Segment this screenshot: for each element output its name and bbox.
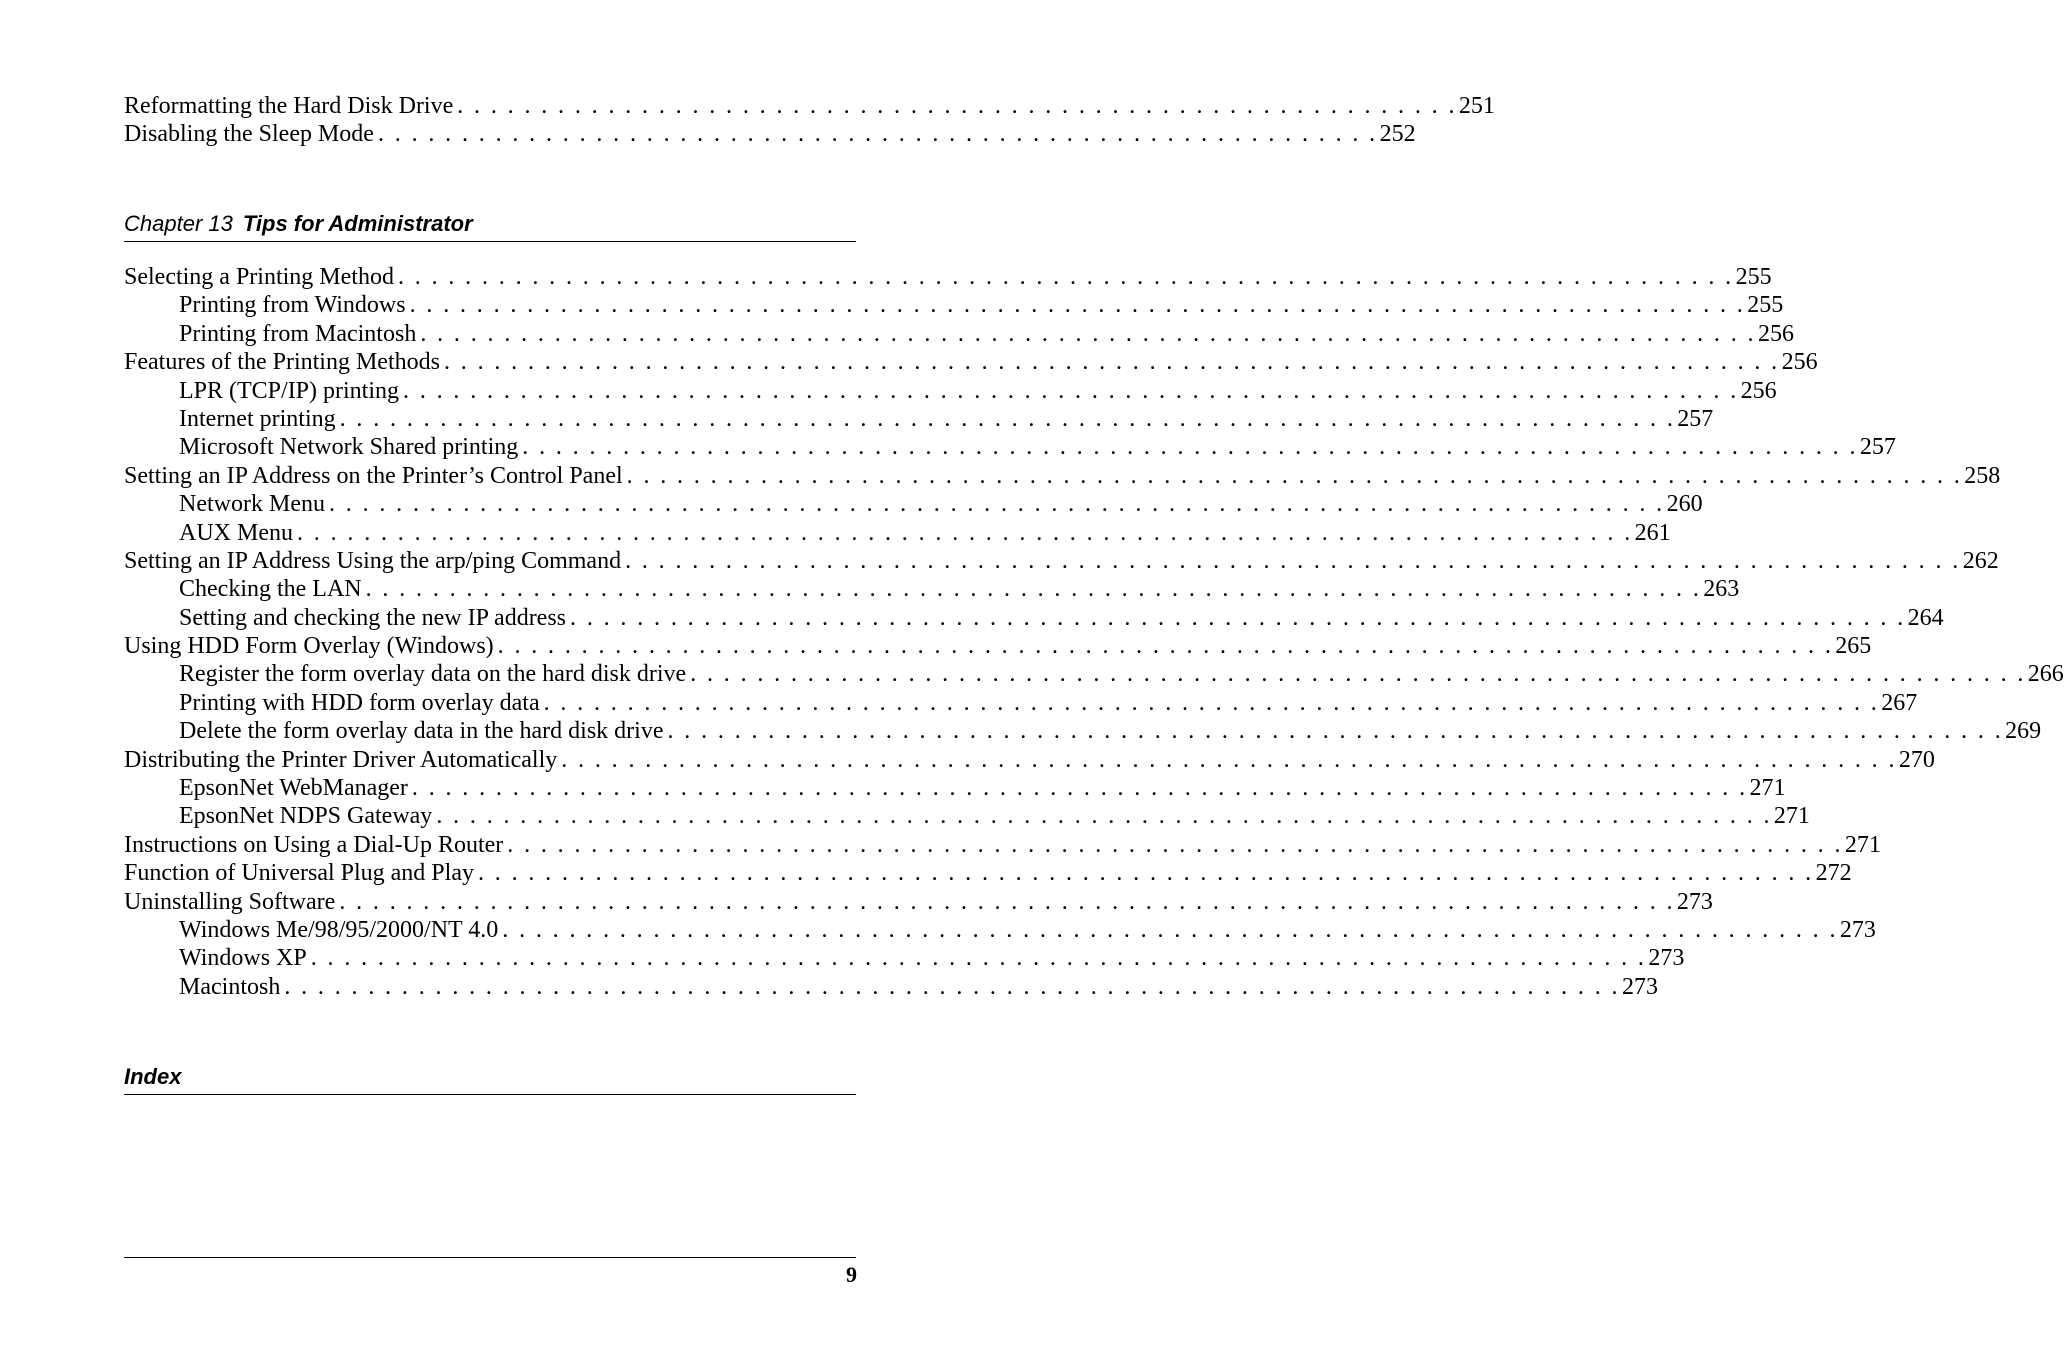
toc-subentry[interactable]	[124, 490, 1703, 518]
dot-leader: . . . . . . . . . . . . . . . . . . . . . . . . . . . . . . . . . . . . . . . . . . . . . . . . . . . . . . . . . . . . . . . . . . . . . . . . . . . . . . . .	[339, 888, 1675, 915]
toc-entry-page: 264	[1907, 604, 1944, 631]
chapter-heading	[124, 211, 856, 242]
toc-entry-title: Printing from Macintosh	[179, 320, 417, 347]
toc-entry-page: 257	[1677, 405, 1714, 432]
dot-leader: . . . . . . . . . . . . . . . . . . . . . . . . . . . . . . . . . . . . . . . . . . . . . . . . . . . . . . . . . . . .	[377, 121, 1378, 148]
toc-entry-title: Windows XP	[179, 945, 307, 972]
toc-entry-title: Printing from Windows	[179, 292, 406, 319]
dot-leader: . . . . . . . . . . . . . . . . . . . . . . . . . . . . . . . . . . . . . . . . . . . . . . . . . . . . . . . . . . . . . . . . . . . . . . . . . . . . . . . .	[507, 831, 1843, 858]
dot-leader: . . . . . . . . . . . . . . . . . . . . . . . . . . . . . . . . . . . . . . . . . . . . . . . . . . . . . . . . . . . . . . . . . . . . . . . . . . . . . . . .	[436, 803, 1772, 830]
footer-rule	[124, 1257, 856, 1258]
toc-subentry[interactable]	[124, 916, 1876, 944]
dot-leader: . . . . . . . . . . . . . . . . . . . . . . . . . . . . . . . . . . . . . . . . . . . . . . . . . . . . . . . . . . . . . . . . . . . . . . . . . . . . . . . .	[690, 661, 2026, 688]
toc-entry[interactable]	[124, 632, 1872, 660]
toc-entry-page: 263	[1703, 576, 1740, 603]
toc-entry[interactable]	[124, 462, 2001, 490]
toc-entry[interactable]	[124, 348, 1818, 376]
toc-entry[interactable]	[124, 859, 1852, 887]
toc-entry-page: 257	[1859, 434, 1896, 461]
toc-entry-title: Printing with HDD form overlay data	[179, 689, 540, 716]
dot-leader: . . . . . . . . . . . . . . . . . . . . . . . . . . . . . . . . . . . . . . . . . . . . . . . . . . . . . . . . . . . . . . . . . . . . . . . . . . . . . . . .	[625, 547, 1961, 574]
toc-subentry[interactable]	[124, 405, 1714, 433]
toc-entry-page: 261	[1634, 519, 1671, 546]
toc-subentry[interactable]	[124, 291, 1784, 319]
toc-entry-page: 271	[1773, 803, 1810, 830]
dot-leader: . . . . . . . . . . . . . . . . . . . . . . . . . . . . . . . . . . . . . . . . . . . . . . . . . . . . . . . . . . . . . . . . . . . . . . . . . . . . . . . .	[561, 746, 1897, 773]
toc-entry-page: 273	[1839, 916, 1876, 943]
chapter-title: Tips for Administrator	[242, 211, 473, 236]
toc-entry-page: 260	[1666, 491, 1703, 518]
toc-entry-page: 266	[2027, 661, 2064, 688]
toc-entry[interactable]	[124, 120, 1416, 148]
toc-entry-page: 273	[1676, 888, 1713, 915]
toc-entry-title: Disabling the Sleep Mode	[124, 121, 374, 148]
toc-subentry[interactable]	[124, 519, 1671, 547]
toc-subentry[interactable]	[124, 660, 2064, 688]
toc-entry-title: Register the form overlay data on the hard disk drive	[179, 661, 687, 688]
dot-leader: . . . . . . . . . . . . . . . . . . . . . . . . . . . . . . . . . . . . . . . . . . . . . . . . . . . . . . . . . . . . . . . . . . . . . . . . . . . . . . . .	[297, 519, 1633, 546]
dot-leader: . . . . . . . . . . . . . . . . . . . . . . . . . . . . . . . . . . . . . . . . . . . . . . . . . . . . . . . . . . . . . . . . . . . . . . . . . . . . . . . .	[443, 349, 1780, 376]
dot-leader: . . . . . . . . . . . . . . . . . . . . . . . . . . . . . . . . . . . . . . . . . . . . . . . . . . . . . . . . . . . . . . . . . . . . . . . . . . . . . . . .	[570, 604, 1906, 631]
toc-entry-page: 271	[1749, 775, 1786, 802]
chapter-number: Chapter 13	[124, 211, 233, 236]
toc-entry-page: 255	[1747, 292, 1784, 319]
toc-top-block	[124, 92, 1495, 149]
toc-entry-title: Setting an IP Address on the Printer’s Control Panel	[124, 462, 623, 489]
toc-subentry[interactable]	[124, 689, 1918, 717]
toc-entry-title: Features of the Printing Methods	[124, 349, 440, 376]
dot-leader: . . . . . . . . . . . . . . . . . . . . . . . . . . . . . . . . . . . . . . . . . . . . . . . . . . . . . . . . . . . . . . . . . . . . . . . . . . . . . . . .	[397, 264, 1734, 290]
toc-entry-page: 270	[1898, 746, 1935, 773]
toc-entry-page: 256	[1781, 349, 1818, 376]
toc-entry[interactable]	[124, 888, 1713, 916]
toc-entry-page: 255	[1735, 264, 1772, 290]
toc-entry-title: Macintosh	[179, 973, 281, 1000]
dot-leader: . . . . . . . . . . . . . . . . . . . . . . . . . . . . . . . . . . . . . . . . . . . . . . . . . . . . . . . . . . . . . . . . . . . . . . . . . . . . . . . .	[667, 718, 2004, 745]
toc-subentry[interactable]	[124, 377, 1777, 405]
toc-entry-page: 273	[1648, 945, 1685, 972]
toc-subentry[interactable]	[124, 774, 1786, 802]
toc-entry-title: Instructions on Using a Dial-Up Router	[124, 831, 504, 858]
dot-leader: . . . . . . . . . . . . . . . . . . . . . . . . . . . . . . . . . . . . . . . . . . . . . . . . . . . . . . . . . . . . . . . . . . . . . . . . . . . . . . . .	[365, 576, 1702, 603]
toc-entry-title: Microsoft Network Shared printing	[179, 434, 519, 461]
toc-entry-title: Network Menu	[179, 491, 325, 518]
page-number: 9	[846, 1262, 857, 1287]
dot-leader: . . . . . . . . . . . . . . . . . . . . . . . . . . . . . . . . . . . . . . . . . . . . . . . . . . . . . . . . . . . . . . . . . . . . . . . . . . . . . . . .	[403, 377, 1739, 404]
dot-leader: . . . . . . . . . . . . . . . . . . . . . . . . . . . . . . . . . . . . . . . . . . . . . . . . . . . . . . . . . . . . . . . . . . . . . . . . . . . . . . . .	[477, 860, 1814, 887]
toc-entry-page: 256	[1757, 320, 1794, 347]
toc-entry-page: 269	[2005, 718, 2042, 745]
toc-entry-title: Windows Me/98/95/2000/NT 4.0	[179, 916, 499, 943]
toc-entry[interactable]	[124, 92, 1495, 120]
toc-entry-title: Internet printing	[179, 405, 336, 432]
dot-leader: . . . . . . . . . . . . . . . . . . . . . . . . . . . . . . . . . . . . . . . . . . . . . . . . . . . . . . . . . . . . . . . . . . . . . . . . . . . . . . . .	[310, 945, 1647, 972]
toc-entry-page: 272	[1815, 860, 1852, 887]
toc-entry-page: 265	[1835, 633, 1872, 660]
dot-leader: . . . . . . . . . . . . . . . . . . . . . . . . . . . . . . . . . . . . . . . . . . . . . . . . . . . . . . . . . . . . . . . . . . . . . . . . . . . . . . . .	[411, 775, 1748, 802]
dot-leader: . . . . . . . . . . . . . . . . . . . . . . . . . . . . . . . . . . . . . . . . . . . . . . . . . . . . . . . . . . . .	[457, 93, 1457, 119]
toc-entry-title: Selecting a Printing Method	[124, 264, 394, 290]
toc-entry-title: LPR (TCP/IP) printing	[179, 377, 400, 404]
toc-subentry[interactable]	[124, 433, 1896, 461]
toc-entry-title: Setting and checking the new IP address	[179, 604, 567, 631]
toc-entry-title: Checking the LAN	[179, 576, 362, 603]
toc-entry-page: 273	[1621, 973, 1658, 1000]
toc-entry-title: Function of Universal Plug and Play	[124, 860, 474, 887]
toc-subentry[interactable]	[124, 604, 1944, 632]
dot-leader: . . . . . . . . . . . . . . . . . . . . . . . . . . . . . . . . . . . . . . . . . . . . . . . . . . . . . . . . . . . . . . . . . . . . . . . . . . . . . . . .	[328, 491, 1665, 518]
toc-entry-page: 271	[1844, 831, 1881, 858]
toc-entry-title: Delete the form overlay data in the hard disk drive	[179, 718, 664, 745]
dot-leader: . . . . . . . . . . . . . . . . . . . . . . . . . . . . . . . . . . . . . . . . . . . . . . . . . . . . . . . . . . . . . . . . . . . . . . . . . . . . . . . .	[497, 633, 1834, 660]
toc-subentry[interactable]	[124, 802, 1810, 830]
toc-entry[interactable]	[124, 263, 1772, 291]
toc-entry-page: 262	[1962, 547, 1999, 574]
dot-leader: . . . . . . . . . . . . . . . . . . . . . . . . . . . . . . . . . . . . . . . . . . . . . . . . . . . . . . . . . . . . . . . . . . . . . . . . . . . . . . . .	[409, 292, 1746, 319]
toc-entry-title: Setting an IP Address Using the arp/ping Command	[124, 547, 622, 574]
dot-leader: . . . . . . . . . . . . . . . . . . . . . . . . . . . . . . . . . . . . . . . . . . . . . . . . . . . . . . . . . . . . . . . . . . . . . . . . . . . . . . . .	[626, 462, 1963, 489]
toc-entry-page: 251	[1458, 93, 1495, 119]
toc-entry-title: Distributing the Printer Driver Automatically	[124, 746, 558, 773]
index-heading	[124, 1064, 856, 1095]
index-title: Index	[124, 1064, 182, 1089]
dot-leader: . . . . . . . . . . . . . . . . . . . . . . . . . . . . . . . . . . . . . . . . . . . . . . . . . . . . . . . . . . . . . . . . . . . . . . . . . . . . . . . .	[339, 405, 1676, 432]
toc-entry-page: 256	[1740, 377, 1777, 404]
dot-leader: . . . . . . . . . . . . . . . . . . . . . . . . . . . . . . . . . . . . . . . . . . . . . . . . . . . . . . . . . . . . . . . . . . . . . . . . . . . . . . . .	[284, 973, 1620, 1000]
toc-subentry[interactable]	[124, 320, 1794, 348]
toc-entry[interactable]	[124, 831, 1881, 859]
toc-entry-title: Reformatting the Hard Disk Drive	[124, 93, 454, 119]
toc-entry[interactable]	[124, 547, 1999, 575]
chapter-toc-list	[124, 263, 2064, 1001]
toc-entry-title: EpsonNet NDPS Gateway	[179, 803, 433, 830]
toc-entry[interactable]	[124, 746, 1935, 774]
toc-entry-title: Using HDD Form Overlay (Windows)	[124, 633, 494, 660]
toc-entry-page: 252	[1379, 121, 1416, 148]
dot-leader: . . . . . . . . . . . . . . . . . . . . . . . . . . . . . . . . . . . . . . . . . . . . . . . . . . . . . . . . . . . . . . . . . . . . . . . . . . . . . . . .	[420, 320, 1756, 347]
toc-subentry[interactable]	[124, 717, 2042, 745]
toc-entry-page: 267	[1881, 689, 1918, 716]
toc-entry-title: EpsonNet WebManager	[179, 775, 408, 802]
dot-leader: . . . . . . . . . . . . . . . . . . . . . . . . . . . . . . . . . . . . . . . . . . . . . . . . . . . . . . . . . . . . . . . . . . . . . . . . . . . . . . . .	[543, 689, 1880, 716]
toc-entry-title: AUX Menu	[179, 519, 293, 546]
toc-entry-title: Uninstalling Software	[124, 888, 336, 915]
dot-leader: . . . . . . . . . . . . . . . . . . . . . . . . . . . . . . . . . . . . . . . . . . . . . . . . . . . . . . . . . . . . . . . . . . . . . . . . . . . . . . . .	[522, 434, 1858, 461]
toc-subentry[interactable]	[124, 973, 1658, 1001]
toc-entry-page: 258	[1964, 462, 2001, 489]
toc-subentry[interactable]	[124, 944, 1685, 972]
toc-subentry[interactable]	[124, 575, 1740, 603]
dot-leader: . . . . . . . . . . . . . . . . . . . . . . . . . . . . . . . . . . . . . . . . . . . . . . . . . . . . . . . . . . . . . . . . . . . . . . . . . . . . . . . .	[502, 916, 1838, 943]
